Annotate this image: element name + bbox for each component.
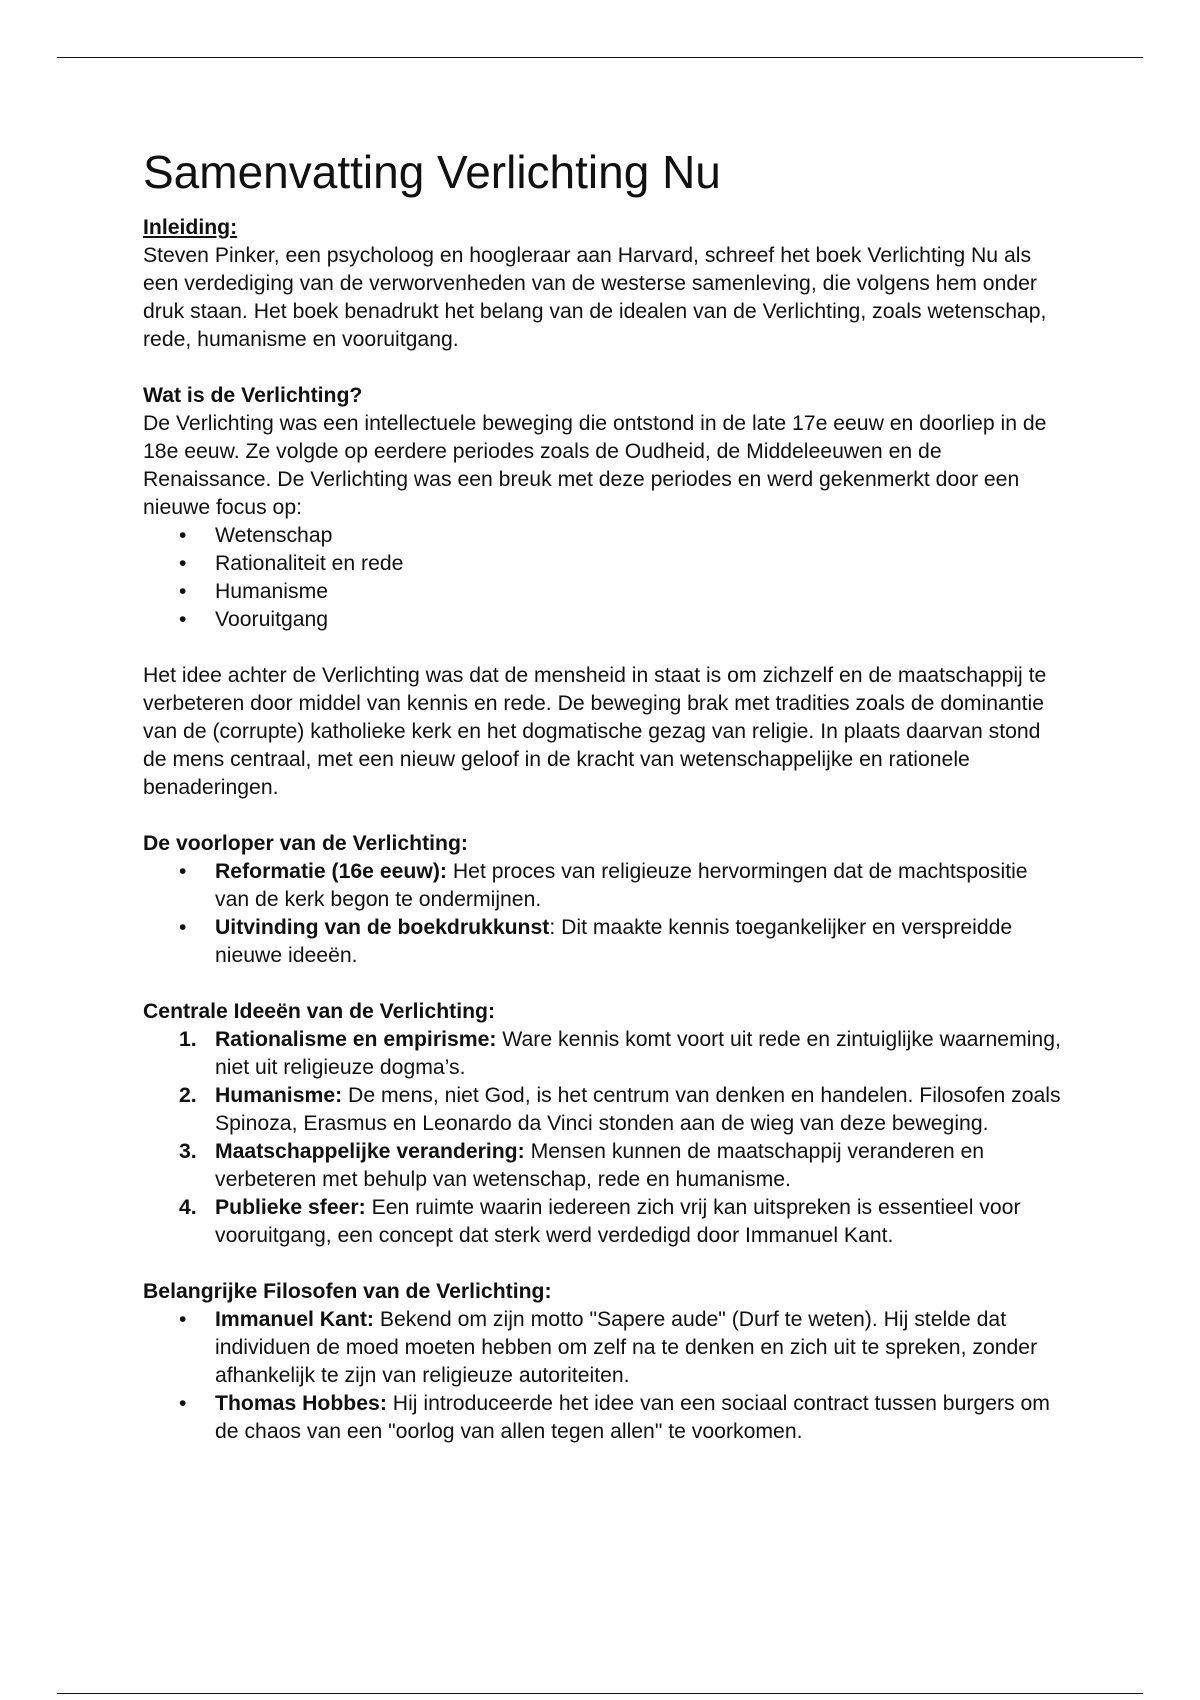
section-philosophers — [143, 1278, 1063, 1446]
item-term: Uitvinding van de boekdrukkunst — [215, 916, 550, 939]
item-term: Publieke sfeer: — [215, 1196, 366, 1219]
item-text: Een ruimte waarin iedereen zich vrij kan uitspreken is essentieel voor vooruitgang, een concept dat sterk werd verdedigd door Immanuel Kant. — [215, 1196, 1021, 1247]
item-term: Thomas Hobbes: — [215, 1392, 387, 1415]
intro-text: Steven Pinker, een psycholoog en hoogleraar aan Harvard, schreef het boek Verlichting Nu als een verdediging van de verworvenheden van de westerse samenleving, die volgens hem onder druk staan. Het boek benadrukt het belang van de idealen van de Verlichting, zoals wetenschap, rede, humanisme en vooruitgang. — [143, 244, 1047, 351]
precursor-list — [143, 858, 1063, 970]
header-rule — [57, 57, 1143, 58]
item-number: 4. — [179, 1196, 197, 1219]
footer-rule — [57, 1693, 1143, 1694]
section-intro — [143, 214, 1063, 354]
list-item — [215, 914, 1063, 970]
section-what — [143, 382, 1063, 802]
what-text-2: Het idee achter de Verlichting was dat de mensheid in staat is om zichzelf en de maatschappij te verbeteren door middel van kennis en rede. De beweging brak met tradities zoals de dominantie van de (corrupte) katholieke kerk en het dogmatische gezag van religie. In plaats daarvan stond de mens centraal, met een nieuw geloof in de kracht van wetenschappelijke en rationele benaderingen. — [143, 664, 1047, 799]
item-term: Rationalisme en empirisme: — [215, 1028, 497, 1051]
focus-list — [143, 522, 1063, 634]
item-number: 2. — [179, 1084, 197, 1107]
list-item — [215, 1390, 1063, 1446]
section-precursor — [143, 830, 1063, 970]
item-text: : Dit maakte kennis toegankelijker en verspreidde nieuwe ideeën. — [215, 916, 1013, 967]
item-text: De mens, niet God, is het centrum van denken en handelen. Filosofen zoals Spinoza, Erasmus en Leonardo da Vinci stonden aan de wieg van deze beweging. — [215, 1084, 1061, 1135]
list-item: • Vooruitgang — [215, 606, 1063, 634]
item-text: Het proces van religieuze hervormingen dat de machtspositie van de kerk begon te ondermijnen. — [215, 860, 1028, 911]
item-text: Mensen kunnen de maatschappij veranderen en verbeteren met behulp van wetenschap, rede en humanisme. — [215, 1140, 985, 1191]
list-item: • Humanisme — [215, 578, 1063, 606]
item-text: Hij introduceerde het idee van een sociaal contract tussen burgers om de chaos van een "oorlog van allen tegen allen" te voorkomen. — [215, 1392, 1050, 1443]
item-number: 3. — [179, 1140, 197, 1163]
item-term: Humanisme: — [215, 1084, 343, 1107]
item-term: Maatschappelijke verandering: — [215, 1140, 525, 1163]
ideas-list — [143, 1026, 1063, 1250]
list-item — [179, 1138, 1063, 1194]
precursor-heading: De voorloper van de Verlichting: — [143, 832, 468, 855]
ideas-heading: Centrale Ideeën van de Verlichting: — [143, 1000, 496, 1023]
list-item — [179, 1026, 1063, 1082]
item-term: Reformatie (16e eeuw): — [215, 860, 447, 883]
list-item — [215, 858, 1063, 914]
philosophers-list — [143, 1306, 1063, 1446]
page-title: Samenvatting Verlichting Nu — [143, 146, 721, 198]
list-item — [179, 1082, 1063, 1138]
item-text: Bekend om zijn motto "Sapere aude" (Durf te weten). Hij stelde dat individuen de moed moeten hebben om zelf na te denken en zich uit te spreken, zonder afhankelijk te zijn van religieuze autoriteiten. — [215, 1308, 1038, 1387]
list-item: • Rationaliteit en rede — [215, 550, 1063, 578]
list-item: • Wetenschap — [215, 522, 1063, 550]
what-heading: Wat is de Verlichting? — [143, 384, 363, 407]
item-term: Immanuel Kant: — [215, 1308, 374, 1331]
item-text: Ware kennis komt voort uit rede en zintuiglijke waarneming, niet uit religieuze dogma’s. — [215, 1028, 1061, 1079]
list-item — [215, 1306, 1063, 1390]
list-item — [179, 1194, 1063, 1250]
philosophers-heading: Belangrijke Filosofen van de Verlichting: — [143, 1280, 552, 1303]
intro-heading: Inleiding: — [143, 216, 238, 239]
section-ideas — [143, 998, 1063, 1250]
document-body — [143, 140, 1063, 1446]
item-number: 1. — [179, 1028, 197, 1051]
what-text: De Verlichting was een intellectuele beweging die ontstond in de late 17e eeuw en doorliep in de 18e eeuw. Ze volgde op eerdere periodes zoals de Oudheid, de Middeleeuwen en de Renaissance. De Verlichting was een breuk met deze periodes en werd gekenmerkt door een nieuwe focus op: — [143, 412, 1047, 519]
